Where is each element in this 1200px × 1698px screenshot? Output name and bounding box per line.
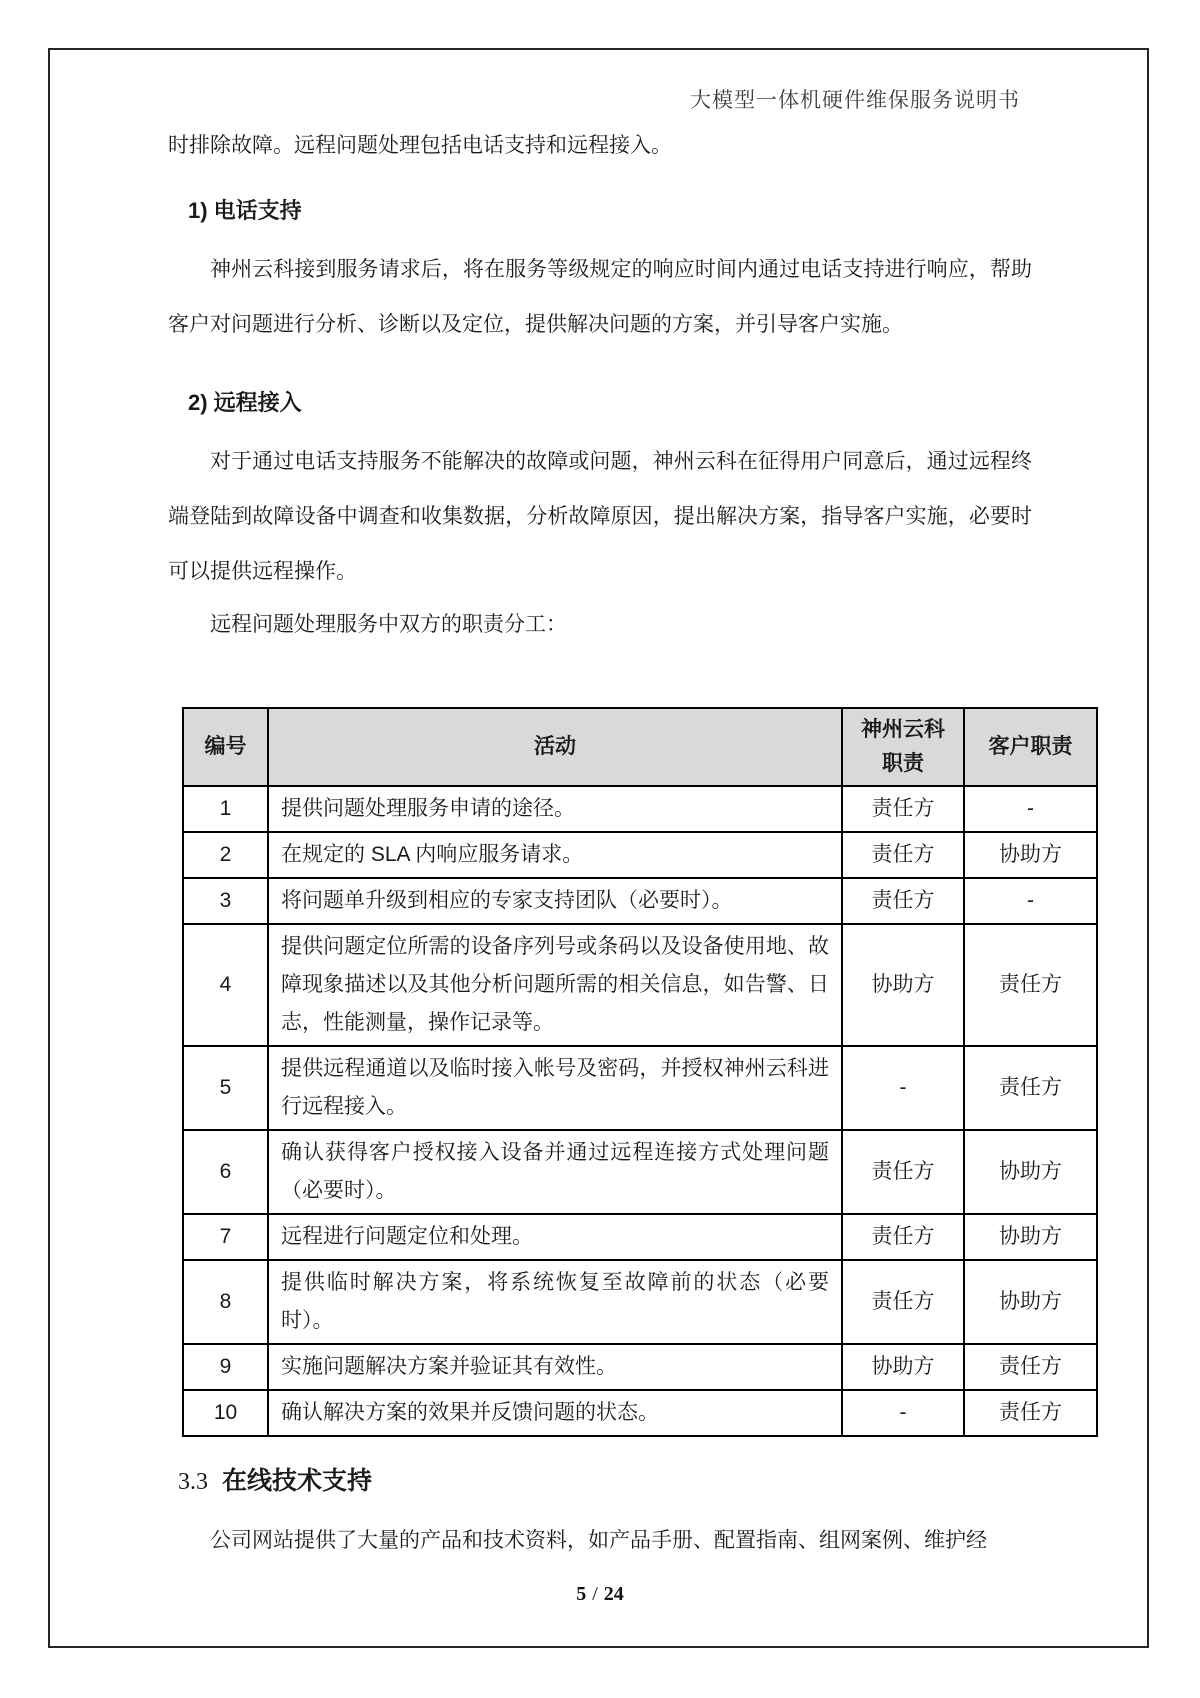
provider-role-cell: - xyxy=(842,1046,964,1130)
row-number-cell: 5 xyxy=(183,1046,268,1130)
activity-cell: 远程进行问题定位和处理。 xyxy=(268,1214,842,1260)
header-cell-number: 编号 xyxy=(183,708,268,786)
activity-cell: 确认解决方案的效果并反馈问题的状态。 xyxy=(268,1390,842,1436)
provider-role-cell: 责任方 xyxy=(842,1130,964,1214)
header-cell-provider-role: 神州云科职责 xyxy=(842,708,964,786)
provider-role-cell: 责任方 xyxy=(842,878,964,924)
table-row xyxy=(183,1130,1097,1214)
customer-role-cell: 协助方 xyxy=(964,1214,1097,1260)
continuation-paragraph: 时排除故障。远程问题处理包括电话支持和远程接入。 xyxy=(168,134,672,157)
row-number-cell: 4 xyxy=(183,924,268,1046)
table-row xyxy=(183,1390,1097,1436)
table-row xyxy=(183,1344,1097,1390)
customer-role-cell: - xyxy=(964,786,1097,832)
provider-role-cell: - xyxy=(842,1390,964,1436)
section-title: 在线技术支持 xyxy=(222,1467,373,1495)
row-number-cell: 9 xyxy=(183,1344,268,1390)
row-number-cell: 6 xyxy=(183,1130,268,1214)
current-page-number: 5 xyxy=(576,1583,587,1605)
phone-support-paragraph: 神州云科接到服务请求后，将在服务等级规定的响应时间内通过电话支持进行响应，帮助客户对问题进行分析、诊断以及定位，提供解决问题的方案，并引导客户实施。 xyxy=(168,258,1032,336)
activity-cell: 实施问题解决方案并验证其有效性。 xyxy=(268,1344,842,1390)
customer-role-cell: 协助方 xyxy=(964,1260,1097,1344)
row-number-cell: 2 xyxy=(183,832,268,878)
customer-role-cell: 协助方 xyxy=(964,1130,1097,1214)
activity-cell: 在规定的 SLA 内响应服务请求。 xyxy=(268,832,842,878)
responsibility-table-header xyxy=(183,708,1097,786)
header-cell-customer-role: 客户职责 xyxy=(964,708,1097,786)
total-page-count: 24 xyxy=(603,1583,624,1605)
table-row xyxy=(183,832,1097,878)
table-row xyxy=(183,1214,1097,1260)
table-header-row xyxy=(183,708,1097,786)
customer-role-cell: 责任方 xyxy=(964,1344,1097,1390)
activity-cell: 将问题单升级到相应的专家支持团队（必要时）。 xyxy=(268,878,842,924)
activity-cell: 提供问题处理服务申请的途径。 xyxy=(268,786,842,832)
provider-role-cell: 协助方 xyxy=(842,924,964,1046)
table-row xyxy=(183,924,1097,1046)
responsibility-table-body xyxy=(183,786,1097,1436)
document-header-title: 大模型一体机硬件维保服务说明书 xyxy=(690,88,1020,112)
remote-access-paragraph: 对于通过电话支持服务不能解决的故障或问题，神州云科在征得用户同意后，通过远程终端登陆到故障设备中调查和收集数据，分析故障原因，提出解决方案，指导客户实施，必要时可以提供远程操作。 xyxy=(168,450,1032,583)
table-row xyxy=(183,1260,1097,1344)
page-number-footer xyxy=(0,1583,1200,1606)
provider-role-cell: 责任方 xyxy=(842,1214,964,1260)
customer-role-cell: 协助方 xyxy=(964,832,1097,878)
row-number-cell: 3 xyxy=(183,878,268,924)
provider-role-cell: 责任方 xyxy=(842,786,964,832)
heading-remote-access: 2) 远程接入 xyxy=(188,390,302,415)
provider-role-cell: 责任方 xyxy=(842,1260,964,1344)
activity-cell: 确认获得客户授权接入设备并通过远程连接方式处理问题（必要时）。 xyxy=(268,1130,842,1214)
section-number: 3.3 xyxy=(178,1469,208,1495)
row-number-cell: 10 xyxy=(183,1390,268,1436)
table-row xyxy=(183,1046,1097,1130)
table-intro-line: 远程问题处理服务中双方的职责分工： xyxy=(210,613,567,636)
activity-cell: 提供临时解决方案，将系统恢复至故障前的状态（必要时）。 xyxy=(268,1260,842,1344)
row-number-cell: 1 xyxy=(183,786,268,832)
page-content xyxy=(168,0,1073,1556)
customer-role-cell: 责任方 xyxy=(964,1046,1097,1130)
row-number-cell: 8 xyxy=(183,1260,268,1344)
customer-role-cell: 责任方 xyxy=(964,924,1097,1046)
closing-paragraph: 公司网站提供了大量的产品和技术资料，如产品手册、配置指南、组网案例、维护经 xyxy=(210,1529,987,1552)
provider-role-cell: 协助方 xyxy=(842,1344,964,1390)
activity-cell: 提供远程通道以及临时接入帐号及密码，并授权神州云科进行远程接入。 xyxy=(268,1046,842,1130)
responsibility-table xyxy=(182,707,1098,1437)
heading-phone-support: 1) 电话支持 xyxy=(188,198,302,223)
table-row xyxy=(183,786,1097,832)
header-cell-activity: 活动 xyxy=(268,708,842,786)
page-number-separator: / xyxy=(592,1583,598,1605)
provider-role-cell: 责任方 xyxy=(842,832,964,878)
row-number-cell: 7 xyxy=(183,1214,268,1260)
activity-cell: 提供问题定位所需的设备序列号或条码以及设备使用地、故障现象描述以及其他分析问题所需的相关信息，如告警、日志，性能测量，操作记录等。 xyxy=(268,924,842,1046)
heading-online-tech-support xyxy=(168,1463,1032,1500)
customer-role-cell: - xyxy=(964,878,1097,924)
table-row xyxy=(183,878,1097,924)
customer-role-cell: 责任方 xyxy=(964,1390,1097,1436)
